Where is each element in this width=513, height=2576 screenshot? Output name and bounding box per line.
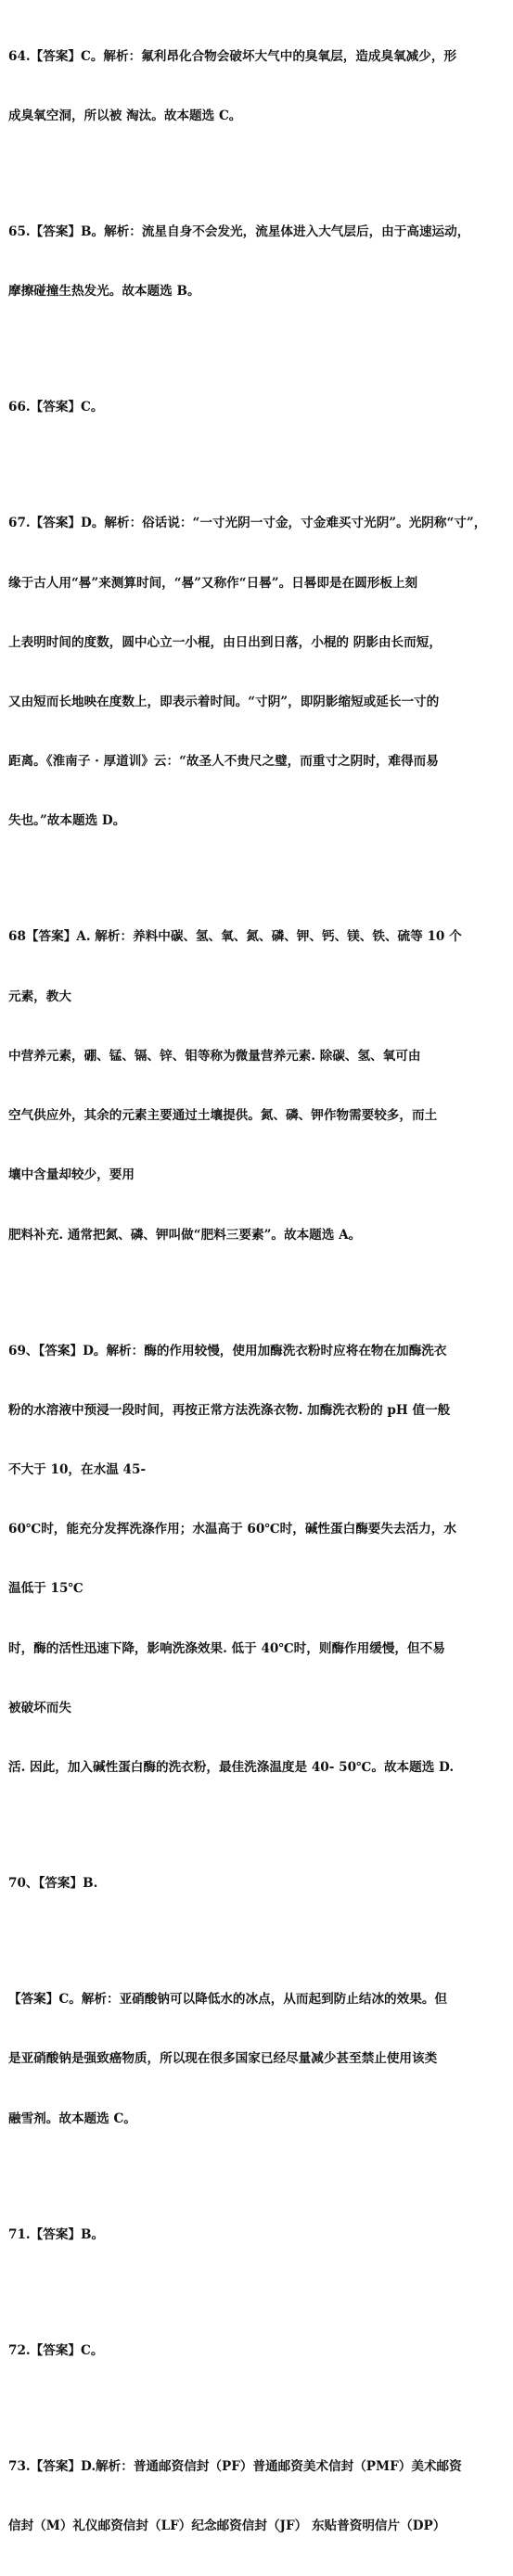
answer-73 xyxy=(8,2417,505,2576)
text-line: 不大于 10，在水温 45- xyxy=(8,1462,147,1478)
text-line: 空气供应外，其余的元素主要通过土壤提供。氮、磷、钾作物需要较多，而土 xyxy=(8,1108,438,1124)
text-line: 【答案】C。解析：亚硝酸钠可以降低水的冰点，从而起到防止结冰的效果。但 xyxy=(8,1992,448,2008)
text-line: 65.【答案】B。解析：流星自身不会发光，流星体进入大气层后，由于高速运动， xyxy=(8,224,470,240)
spacer xyxy=(8,2169,505,2186)
text-line: 上表明时间的度数，圆中心立一小棍，由日出到日落，小棍的 阴影由长而短， xyxy=(8,634,442,650)
spacer xyxy=(8,1285,505,1302)
text-line: 69、【答案】D。解析：酶的作用较慢，使用加酶洗衣粉时应将在物在加酶洗衣 xyxy=(8,1343,447,1358)
text-line: 是亚硝酸钠是强致癌物质，所以现在很多国家已经尽量减少甚至禁止使用该类 xyxy=(8,2051,438,2067)
spacer xyxy=(8,1817,505,1834)
text-line: 60℃时，能充分发挥洗涤作用；水温高于 60℃时，碱性蛋白酶要失去活力，水 xyxy=(8,1522,456,1537)
text-line: 72.【答案】C。 xyxy=(8,2342,104,2358)
text-line: 壤中含量却较少，要用 xyxy=(8,1167,135,1183)
text-line: 64.【答案】C。解析：氟利昂化合物会破坏大气中的臭氧层，造成臭氧减少，形 xyxy=(8,48,457,64)
text-line: 时，酶的活性迅速下降，影响洗涤效果. 低于 40℃时，则酶作用缓慢，但不易 xyxy=(8,1640,445,1656)
text-line: 73.【答案】D.解析：普通邮资信封（PF）普通邮资美术信封（PMF）美术邮资 xyxy=(8,2458,462,2474)
text-line: 失也。”故本题选 D。 xyxy=(8,813,126,829)
answer-69 xyxy=(8,1302,505,1818)
spacer xyxy=(8,458,505,475)
spacer xyxy=(8,872,505,888)
text-line: 67.【答案】D。解析：俗话说：“一寸光阴一寸金，寸金难买寸光阴”。光阴称“寸”， xyxy=(8,516,487,531)
text-line: 70、【答案】B. xyxy=(8,1876,98,1892)
text-line: 又由短而长地映在度数上，即表示着时间。“寸阴”，即阴影缩短或延长一寸的 xyxy=(8,695,440,709)
text-line: 活. 因此，加入碱性蛋白酶的洗衣粉，最佳洗涤温度是 40- 50℃。故本题选 D. xyxy=(8,1760,455,1776)
text-line: 融雪剂。故本题选 C。 xyxy=(8,2111,136,2126)
text-line: 距离。《淮南子 · 厚道训》云：“故圣人不贵尺之璧，而重寸之阴时，难得而易 xyxy=(8,754,439,770)
text-line: 温低于 15℃ xyxy=(8,1581,83,1597)
text-line: 粉的水溶液中预浸一段时间，再按正常方法洗涤衣物. 加酶洗衣粉的 pH 值一般 xyxy=(8,1402,451,1418)
spacer xyxy=(8,342,505,359)
answer-67 xyxy=(8,475,505,872)
text-line: 缘于古人用“晷”来测算时间，“晷”又称作“日晷”。日晷即是在圆形板上刻 xyxy=(8,575,418,591)
answer-70 xyxy=(8,1834,505,1933)
text-line: 68【答案】A. 解析：养料中碳、氢、氧、氮、磷、钾、钙、镁、铁、硫等 10 个 xyxy=(8,929,462,945)
spacer xyxy=(8,2401,505,2417)
text-line: 成臭氧空洞，所以被 淘汰。故本题选 C。 xyxy=(8,108,242,124)
text-line: 66.【答案】C。 xyxy=(8,400,104,415)
text-line: 中营养元素，硼、锰、镉、锌、钼等称为微量营养元素. 除碳、氢、氧可由 xyxy=(8,1048,421,1064)
answer-71 xyxy=(8,2186,505,2285)
answer-68 xyxy=(8,888,505,1285)
text-line: 71.【答案】B。 xyxy=(8,2226,105,2242)
text-line: 肥料补充. 通常把氮、磷、钾叫做“肥料三要素”。故本题选 A。 xyxy=(8,1227,362,1243)
answer-66 xyxy=(8,359,505,458)
spacer xyxy=(8,1933,505,1950)
answer-64 xyxy=(8,7,505,166)
text-line: 被破坏而失 xyxy=(8,1700,71,1715)
spacer xyxy=(8,166,505,183)
text-line: 元素，教大 xyxy=(8,988,71,1004)
text-line: 摩擦碰撞生热发光。故本题选 B。 xyxy=(8,284,200,300)
answer-72 xyxy=(8,2302,505,2401)
answer-65 xyxy=(8,183,505,341)
answer-70-explanation xyxy=(8,1950,505,2168)
text-line: 信封（M）礼仪邮资信封（LF）纪念邮资信封（JF） 东贴普资明信片（DP） xyxy=(8,2518,446,2533)
spacer xyxy=(8,2285,505,2302)
